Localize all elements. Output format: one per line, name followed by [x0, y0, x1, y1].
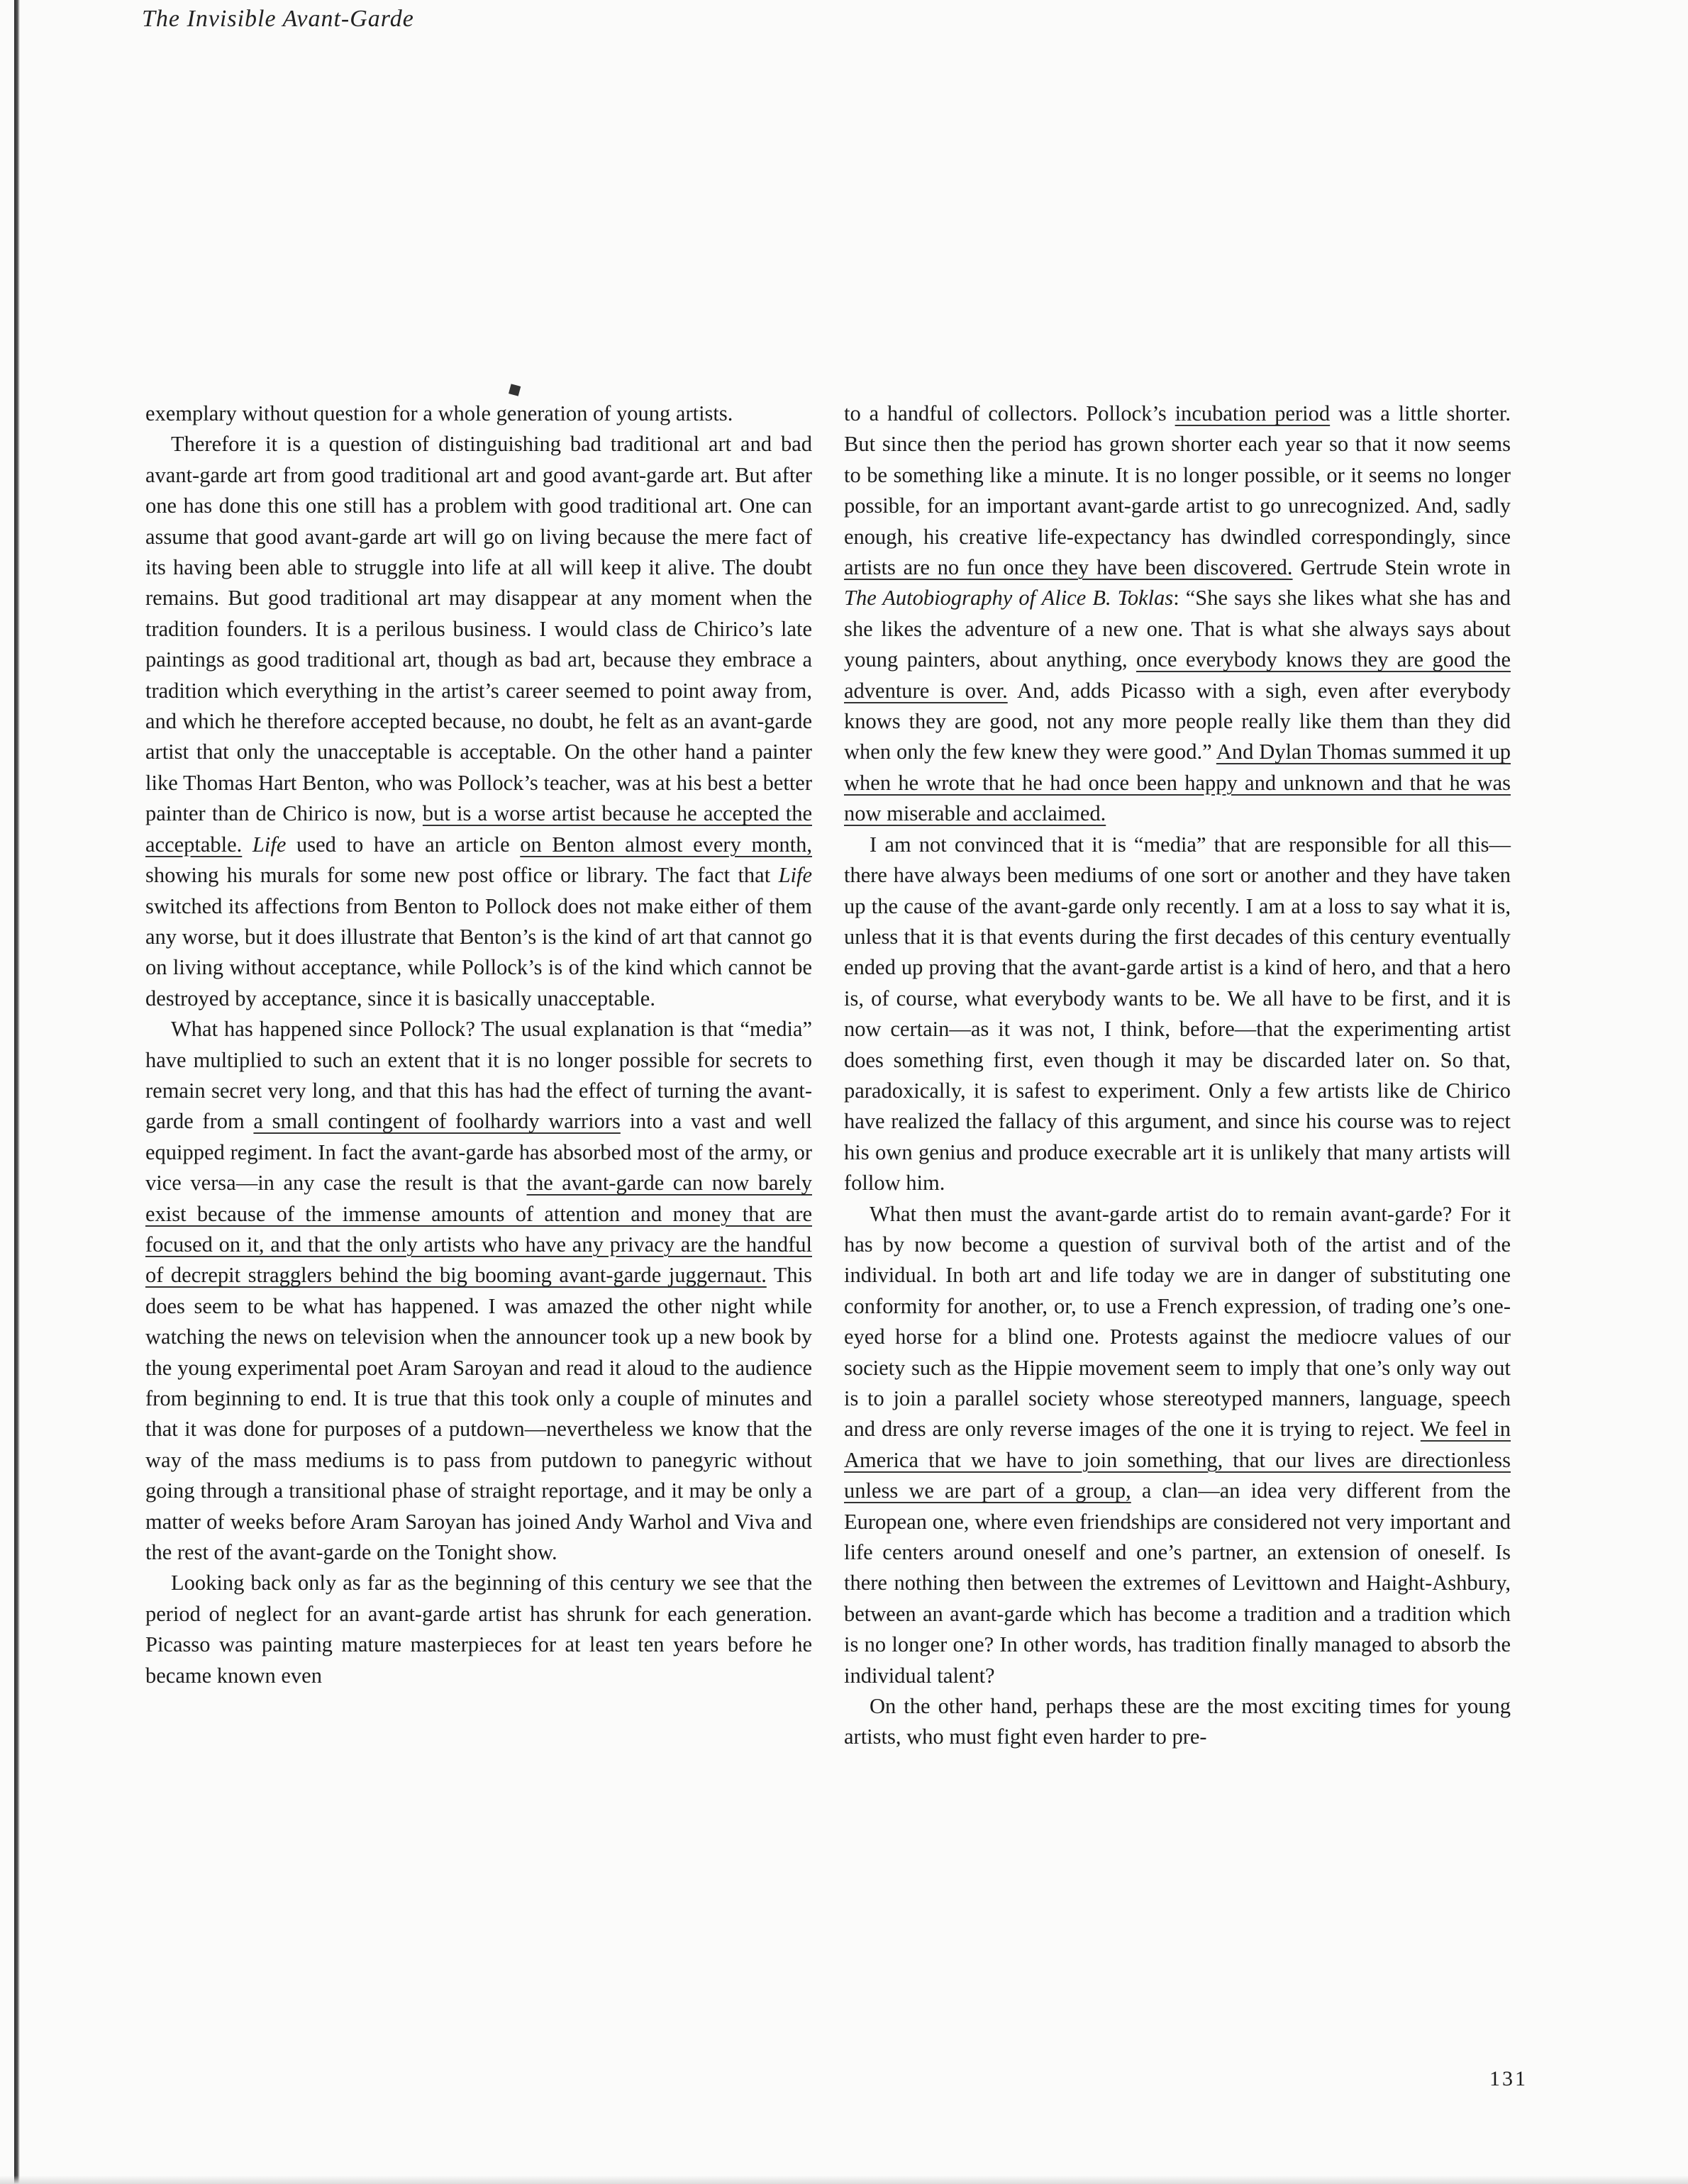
paragraph: to a handful of collectors. Pollock’s incubation period was a little shorter. But since then the period has grown shorter each year so that it now seems to be something like a minute. It is no longer possible, or it seems no longer possible, for an important avant-garde artist to go unrecognized. And, sadly enough, his creative life-expectancy has dwindled correspondingly, since artists are no fun once they have been discovered. Gertrude Stein wrote in The Autobiography of Alice B. Toklas: “She says she likes what she has and she likes the adventure of a new one. That is what she always says about young painters, about anything, once everybody knows they are good the adventure is over. And, adds Picasso with a sigh, even after everybody knows they are good, not any more people really like them than they did when only the few knew they were good.” And Dylan Thomas summed it up when he wrote that he had once been happy and unknown and that he was now miserable and acclaimed. [844, 401, 1511, 826]
underlined-passage: a small contingent of foolhardy warriors [253, 1109, 621, 1134]
underlined-passage: the avant-garde can now barely exist because of the immense amounts of attention and money that are focused on it, and that the only artists who have any privacy are the handful of decrepit stragglers behind the big booming avant-garde juggernaut. [145, 1171, 812, 1288]
paragraph: What then must the avant-garde artist do to remain avant-garde? For it has by now become a question of survival both of the artist and of the individual. In both art and life today we are in danger of substituting one conformity for another, or, to use a French expression, of trading one’s one-eyed horse for a blind one. Protests against the mediocre values of our society such as the Hippie movement seem to imply that one’s only way out is to join a parallel society whose stereotyped manners, language, speech and dress are only reverse images of the one it is trying to reject. We feel in America that we have to join something, that our lives are directionless unless we are part of a group, a clan—an idea very different from the European one, where even friendships are considered not very important and life centers around oneself and one’s partner, an extension of oneself. Is there nothing then between the extremes of Levittown and Haight-Ashbury, between an avant-garde which has become a tradition and a tradition which is no longer one? In other words, has tradition finally managed to absorb the individual talent? [844, 1201, 1511, 1688]
underlined-passage: artists are no fun once they have been discovered. [844, 555, 1293, 580]
underlined-passage: once everybody knows they are good the adventure is over. [844, 647, 1511, 703]
underlined-passage: We feel in America that we have to join something, that our lives are directionless unless we are part of a group, [844, 1417, 1511, 1503]
paragraph: What has happened since Pollock? The usual explanation is that “media” have multiplied to such an extent that it is no longer possible for secrets to remain secret very long, and that this has had the effect of turning the avant-garde from a small contingent of foolhardy warriors into a vast and well equipped regiment. In fact the avant-garde has absorbed most of the army, or vice versa—in any case the result is that the avant-garde can now barely exist because of the immense amounts of attention and money that are focused on it, and that the only artists who have any privacy are the handful of decrepit stragglers behind the big booming avant-garde juggernaut. This does seem to be what has happened. I was amazed the other night while watching the news on television when the announcer took up a new book by the young experimental poet Aram Saroyan and read it aloud to the audience from beginning to end. It is true that this took only a couple of minutes and that it was done for purposes of a putdown—nevertheless we know that the way of the mass mediums is to pass from putdown to panegyric without going through a transitional phase of straight reportage, and it may be only a matter of weeks before Aram Saroyan has joined Andy Warhol and Viva and the rest of the avant-garde on the Tonight show. [145, 1017, 813, 1565]
paragraph: Looking back only as far as the beginning of this century we see that the period of neglect for an avant-garde artist has shrunk for each generation. Picasso was painting mature masterpieces for at least ten years before he became known even [145, 1571, 812, 1688]
right-column [844, 399, 1511, 1753]
left-column [145, 399, 812, 1691]
underlined-passage: incubation period [1175, 401, 1331, 425]
pen-mark-icon: ◆ [502, 377, 526, 402]
page-bottom-edge [0, 2175, 1688, 2184]
underlined-passage: on Benton almost every month, [520, 832, 813, 857]
paragraph: Therefore it is a question of distinguishing bad traditional art and bad avant-garde art from good traditional art and good avant-garde art. But after one has done this one still has a problem with good traditional art. One can assume that good avant-garde art will go on living because the mere fact of its having been able to struggle into life at all will keep it alive. The doubt remains. But good traditional art may disappear at any moment when the tradition founders. It is a perilous business. I would class de Chirico’s late paintings as good traditional art, though as bad art, because they embrace a tradition which everything in the artist’s career seemed to point away from, and which he therefore accepted because, no doubt, he felt as an avant-garde artist that only the unacceptable is acceptable. On the other hand a painter like Thomas Hart Benton, who was Pollock’s teacher, was at his best a better painter than de Chirico is now, but is a worse artist because he accepted the acceptable. Life used to have an article on Benton almost every month, showing his murals for some new post office or library. The fact that Life switched its affections from Benton to Pollock does not make either of them any worse, but it does illustrate that Benton’s is the kind of art that cannot go on living without acceptance, while Pollock’s is of the kind which cannot be destroyed by acceptance, since it is basically unacceptable. [145, 432, 813, 1010]
page-binding-edge [14, 0, 20, 2184]
paragraph: exemplary without question for a whole generation of young artists. [145, 401, 733, 425]
paragraph: I am not convinced that it is “media” that are responsible for all this—there have always been mediums of one sort or another and they have taken up the cause of the avant-garde only recently. I am at a loss to say what it is, unless that it is that events during the first decades of this century eventually ended up proving that the avant-garde artist is a kind of hero, and that a hero is, of course, what everybody wants to be. We all have to be first, and it is now certain—as it was not, I think, before—that the experimenting artist does something first, even though it may be discarded later on. So that, paradoxically, it is safest to experiment. Only a few artists like de Chirico have realized the fallacy of this argument, and since his course was to reject his own genius and produce execrable art it is unlikely that many artists will follow him. [844, 832, 1511, 1196]
paragraph: On the other hand, perhaps these are the most exciting times for young artists, who must fight even harder to pre- [844, 1694, 1511, 1749]
page-number: 131 [1489, 2067, 1528, 2090]
underlined-passage: but is a worse artist because he accepted the acceptable. [145, 801, 812, 857]
running-head: The Invisible Avant-Garde [142, 6, 414, 32]
underlined-passage: And Dylan Thomas summed it up when he wrote that he had once been happy and unknown and that he was now miserable and acclaimed. [844, 740, 1511, 826]
